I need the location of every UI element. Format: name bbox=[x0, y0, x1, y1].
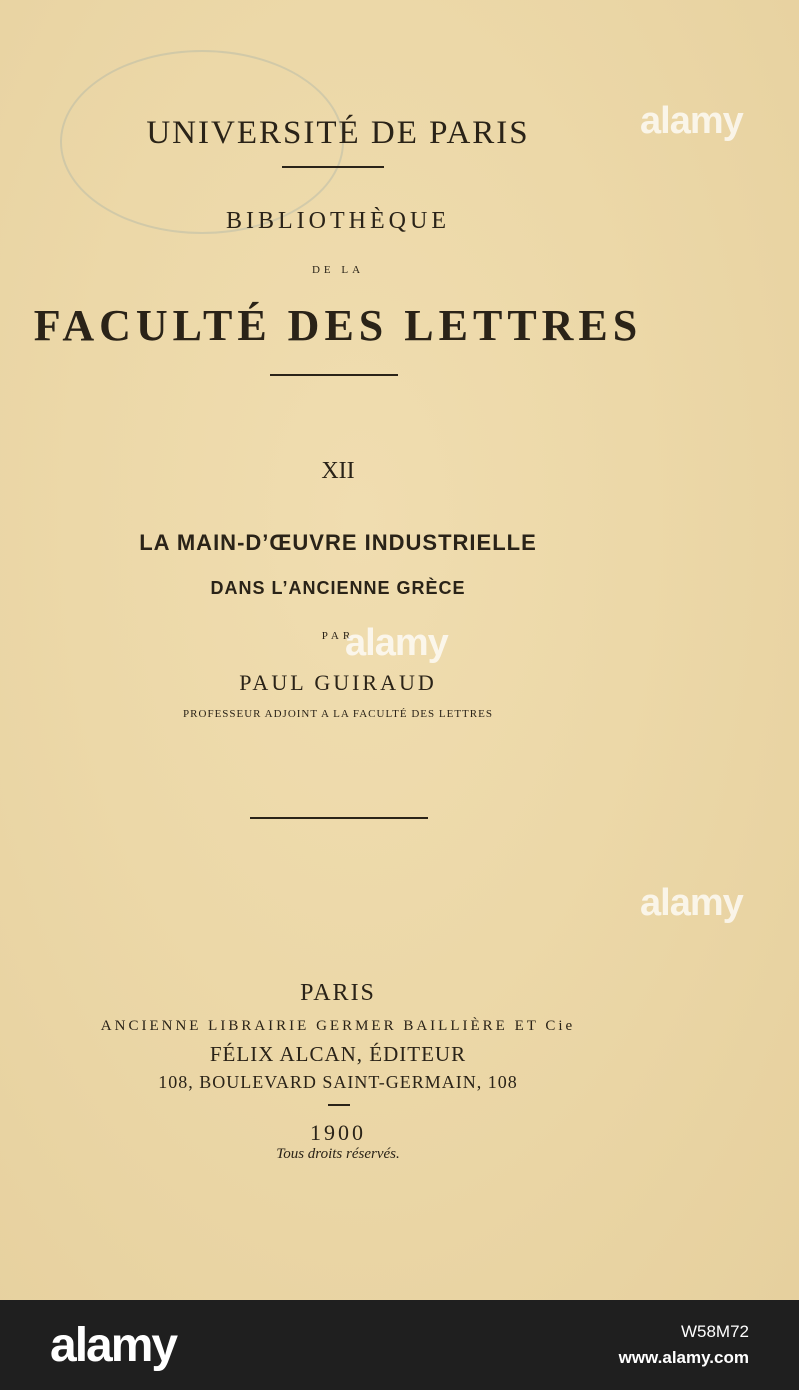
publication-year: 1900 bbox=[310, 1120, 366, 1145]
by-label: PAR bbox=[321, 630, 355, 642]
publisher-address: 108, BOULEVARD SAINT-GERMAIN, 108 bbox=[158, 1072, 518, 1092]
volume-number: XII bbox=[321, 458, 355, 484]
rights-notice: Tous droits réservés. bbox=[276, 1146, 400, 1162]
watermark: alamy bbox=[640, 100, 743, 142]
author-role: PROFESSEUR ADJOINT A LA FACULTÉ DES LETTRES bbox=[183, 708, 493, 720]
publisher-line1: ANCIENNE LIBRAIRIE GERMER BAILLIÈRE ET Cie bbox=[100, 1018, 576, 1034]
divider-rule bbox=[270, 374, 398, 376]
image-id: W58M72 bbox=[680, 1322, 749, 1341]
series-heading: BIBLIOTHÈQUE bbox=[226, 208, 450, 234]
watermark: alamy bbox=[345, 622, 448, 664]
site-url: www.alamy.com bbox=[618, 1348, 749, 1367]
publisher-line2: FÉLIX ALCAN, ÉDITEUR bbox=[209, 1042, 467, 1066]
faculty-heading: FACULTÉ DES LETTRES bbox=[33, 301, 643, 350]
divider-rule bbox=[282, 166, 384, 168]
series-connector: DE LA bbox=[311, 264, 365, 276]
publication-city: PARIS bbox=[300, 980, 376, 1006]
divider-rule bbox=[250, 817, 428, 819]
university-heading: UNIVERSITÉ DE PARIS bbox=[146, 115, 530, 151]
watermark: alamy bbox=[640, 882, 743, 924]
stock-footer bbox=[0, 1300, 799, 1390]
book-title-line2: DANS L’ANCIENNE GRÈCE bbox=[210, 578, 466, 598]
alamy-logo: alamy bbox=[50, 1319, 177, 1372]
book-title-line1: LA MAIN-D’ŒUVRE INDUSTRIELLE bbox=[139, 530, 537, 555]
author-name: PAUL GUIRAUD bbox=[239, 670, 437, 695]
short-dash bbox=[328, 1104, 350, 1106]
